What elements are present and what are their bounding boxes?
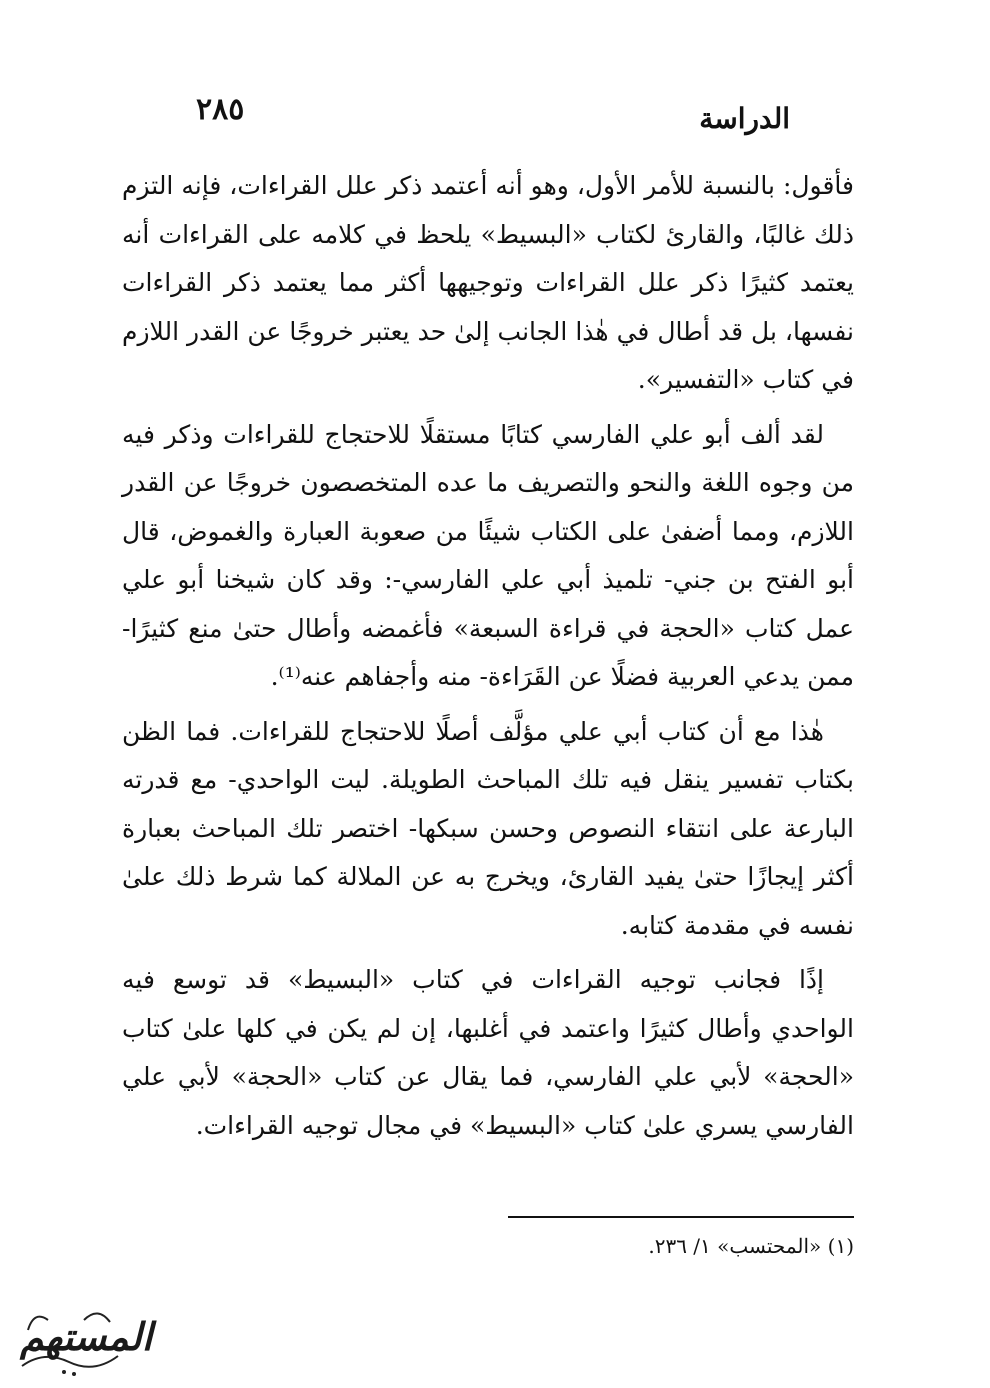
footnote-divider	[508, 1216, 854, 1218]
page-number: ٢٨٥	[196, 92, 245, 127]
paragraph: إذًا فجانب توجيه القراءات في كتاب «البسيط» قد توسع فيه الواحدي وأطال كثيرًا واعتمد في أغلبها، إن لم يكن في كلها علىٰ كتاب «الحجة» لأبي علي الفارسي، فما يقال عن كتاب «الحجة» لأبي علي الفارسي يسري علىٰ كتاب «البسيط» في مجال توجيه القراءات.	[122, 965, 854, 1140]
paragraph: لقد ألف أبو علي الفارسي كتابًا مستقلًا للاحتجاج للقراءات وذكر فيه من وجوه اللغة والنحو والتصريف ما عده المتخصصون خروجًا عن القدر اللازم، ومما أضفىٰ على الكتاب شيئًا من صعوبة العبارة والغموض، قال أبو الفتح بن جني- تلميذ أبي علي الفارسي-: وقد كان شيخنا أبو علي عمل كتاب «الحجة في قراءة السبعة» فأغمضه وأطال حتىٰ منع كثيرًا- ممن يدعي العربية فضلًا عن القَرَاءة- منه وأجفاهم عنه⁽¹⁾.	[122, 419, 854, 691]
paragraph: فأقول: بالنسبة للأمر الأول، وهو أنه أعتمد ذكر علل القراءات، فإنه التزم ذلك غالبًا، والقارئ لكتاب «البسيط» يلحظ في كلامه على القراءات أنه يعتمد كثيرًا ذكر علل القراءات وتوجيهها أكثر مما يعتمد ذكر القراءات نفسها، بل قد أطال في هٰذا الجانب إلىٰ حد يعتبر خروجًا عن القدر اللازم في كتاب «التفسير».	[122, 171, 854, 394]
publisher-logo	[14, 1300, 153, 1380]
paragraph: هٰذا مع أن كتاب أبي علي مؤلَّف أصلًا للاحتجاج للقراءات. فما الظن بكتاب تفسير ينقل فيه تلك المباحث الطويلة. ليت الواحدي- مع قدرته البارعة على انتقاء النصوص وحسن سبكها- اختصر تلك المباحث بعبارة أكثر إيجازًا حتىٰ يفيد القارئ، ويخرج به عن الملالة كما شرط ذلك علىٰ نفسه في مقدمة كتابه.	[122, 716, 854, 940]
footnote: (١) «المحتسب» ١/ ٢٣٦.	[648, 1234, 854, 1258]
running-title: الدراسة	[699, 102, 790, 135]
logo-text: المستهم	[20, 1314, 153, 1359]
body-text	[122, 162, 854, 1156]
